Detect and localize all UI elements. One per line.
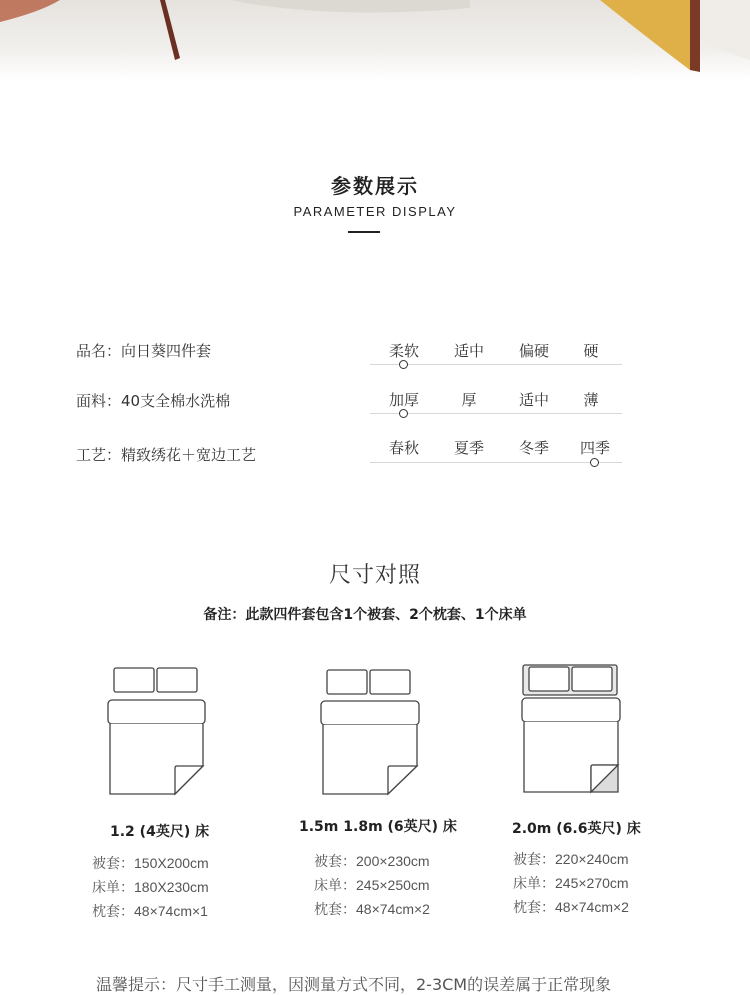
sheet-size: 床单：245×270cm (513, 875, 629, 891)
bed-1-2m-icon (105, 664, 209, 800)
bed-1-5m-1-8m-icon (318, 666, 422, 800)
option-thin: 薄 (583, 391, 599, 409)
option-firm: 偏硬 (518, 342, 549, 360)
selected-marker-thickness (399, 409, 408, 418)
pillowcase-size: 枕套：48×74cm×2 (513, 899, 629, 915)
option-all-seasons: 四季 (579, 439, 610, 457)
title-divider (348, 231, 380, 233)
sheet-size: 床单：180X230cm (92, 879, 209, 895)
duvet-size: 被套：220×240cm (513, 851, 629, 867)
duvet-size: 被套：150X200cm (92, 855, 209, 871)
option-medium: 适中 (453, 342, 484, 360)
product-photo-strip (0, 0, 750, 80)
param-label-fabric: 面料：40支全棉水洗棉 (76, 392, 231, 410)
bed-size-label: 1.5m 1.8m (6英尺) 床 (299, 819, 457, 835)
selected-marker-season (590, 458, 599, 467)
bed-size-label: 1.2 (4英尺) 床 (110, 824, 210, 840)
option-extra-thick: 加厚 (388, 391, 419, 409)
option-winter: 冬季 (518, 439, 549, 457)
season-scale-line (370, 462, 622, 463)
pillowcase-size: 枕套：48×74cm×2 (314, 901, 430, 917)
option-summer: 夏季 (453, 439, 484, 457)
option-spring-autumn: 春秋 (388, 439, 419, 457)
bed-2-0m-icon (519, 663, 623, 797)
option-thick: 厚 (461, 391, 477, 409)
param-label-craft: 工艺：精致绣花＋宽边工艺 (76, 446, 257, 464)
measurement-tip: 温馨提示：尺寸手工测量，因测量方式不同，2-3CM的误差属于正常现象 (96, 975, 612, 994)
option-hard: 硬 (583, 342, 599, 360)
pillowcase-size: 枕套：48×74cm×1 (92, 903, 208, 919)
option-soft: 柔软 (388, 342, 419, 360)
param-label-name: 品名：向日葵四件套 (76, 342, 212, 360)
package-note: 备注：此款四件套包含1个被套、2个枕套、1个床单 (203, 607, 527, 623)
selected-marker-softness (399, 360, 408, 369)
sheet-size: 床单：245×250cm (314, 877, 430, 893)
duvet-size: 被套：200×230cm (314, 853, 430, 869)
size-chart-title: 尺寸对照 (328, 563, 421, 588)
option-medium-thickness: 适中 (518, 391, 549, 409)
bed-size-label: 2.0m (6.6英尺) 床 (512, 821, 641, 837)
section-title: 参数展示 (331, 174, 419, 198)
section-subtitle: PARAMETER DISPLAY (293, 204, 457, 219)
